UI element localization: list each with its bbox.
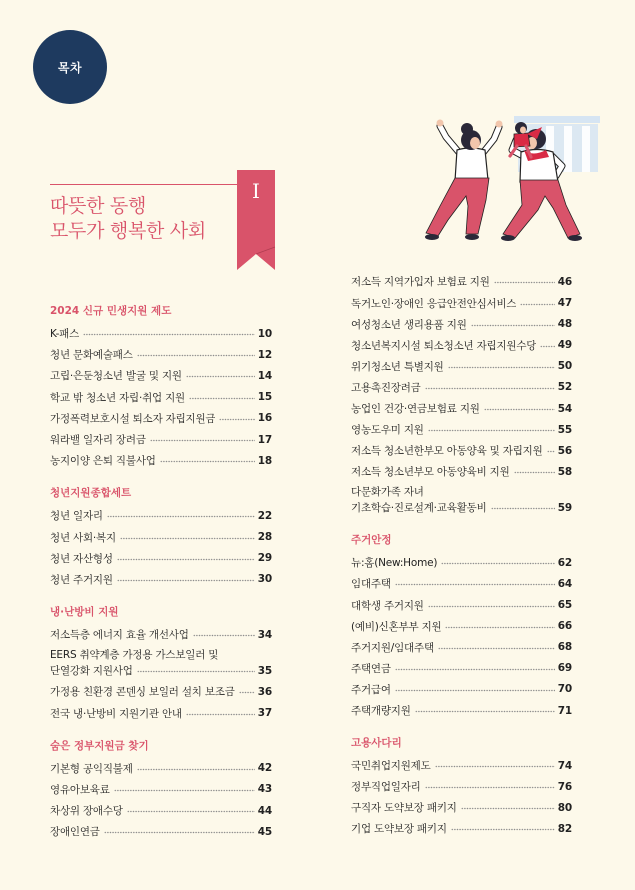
toc-entry-label: EERS 취약계층 가정용 가스보일러 및 [50,648,219,661]
toc-entry-label: 전국 냉·난방비 지원기관 안내 [50,707,182,720]
toc-page-number: 48 [557,318,572,331]
dancing-family-illustration [415,112,605,246]
woman-figure [425,120,503,241]
toc-entry-label: 주거급여 [351,683,391,696]
toc-entry-label: 청년 사회·복지 [50,531,116,544]
dotted-leader [83,333,255,336]
dotted-leader [160,460,255,463]
toc-entry[interactable] [351,377,572,398]
dotted-leader [471,324,555,327]
toc-page-number: 37 [257,707,272,720]
toc-page-number: 15 [257,391,272,404]
toc-entry-label: 장애인연금 [50,826,100,839]
toc-page-number: 35 [257,664,272,677]
toc-entry[interactable] [351,616,572,637]
dotted-leader [150,439,255,442]
toc-entry-label: 주택연금 [351,662,391,675]
toc-entry-label: 위기청소년 특별지원 [351,360,444,373]
toc-entry-label: 저소득 청소년부모 아동양육비 지원 [351,466,510,479]
chapter-title [50,194,206,244]
dotted-leader [395,689,555,692]
toc-entry-label: 청소년복지시설 퇴소청소년 자립지원수당 [351,339,537,352]
chapter-title-line1: 따뜻한 동행 [50,195,147,217]
dotted-leader [484,408,555,411]
toc-entry[interactable] [351,440,572,461]
toc-page-number: 71 [557,704,572,717]
toc-entry-label: 주거지원/임대주택 [351,641,434,654]
toc-entry[interactable] [50,821,272,842]
dotted-leader [395,668,555,671]
toc-entry[interactable] [50,624,272,645]
toc-page-number: 76 [557,780,572,793]
toc-page-number: 17 [257,433,272,446]
toc-page-number: 80 [557,801,572,814]
dotted-leader [219,418,254,421]
dotted-leader [425,387,555,390]
toc-entry[interactable] [50,702,272,723]
dotted-leader [435,765,555,768]
toc-entry[interactable] [50,681,272,702]
dotted-leader [395,583,555,586]
dotted-leader [415,710,555,713]
toc-entry[interactable] [351,398,572,419]
toc-entry-label: (예비)신혼부부 지원 [351,620,442,633]
dotted-leader [448,366,555,369]
toc-entry[interactable] [351,461,572,482]
toc-page-number: 16 [257,412,272,425]
toc-entry[interactable] [50,800,272,821]
toc-entry-label: 가정용 친환경 콘덴싱 보일러 설치 보조금 [50,686,235,699]
toc-entry[interactable] [351,797,572,818]
toc-page-number: 59 [557,501,572,514]
toc-entry-label: 저소득 지역가입자 보험료 지원 [351,276,490,289]
toc-entry-line [50,663,272,679]
toc-section [50,735,272,843]
toc-section-heading: 숨은 정부지원금 찾기 [50,739,149,752]
toc-entry[interactable] [50,365,272,386]
dotted-leader [186,375,255,378]
dotted-leader [491,507,555,510]
dotted-leader [540,345,555,348]
toc-entry[interactable] [50,450,272,471]
toc-entry[interactable] [351,482,572,518]
toc-entry-line [351,500,572,516]
toc-entry-label: 대학생 주거지원 [351,599,424,612]
toc-entry[interactable] [50,344,272,365]
toc-entry[interactable] [351,552,572,573]
toc-page-number: 34 [257,628,272,641]
toc-page-number: 14 [257,369,272,382]
toc-page-number: 69 [557,662,572,675]
dotted-leader [137,354,255,357]
toc-page-number: 66 [557,620,572,633]
toc-entry-label: 워라밸 일자리 장려금 [50,434,146,447]
toc-page-number: 43 [257,783,272,796]
toc-entry-label: 저소득 청소년한부모 아동양육 및 자립지원 [351,445,543,458]
toc-entry[interactable] [50,429,272,450]
dotted-leader [193,634,255,637]
dotted-leader [186,713,255,716]
toc-column-right [351,271,572,839]
toc-section [351,732,572,839]
toc-entry[interactable] [351,271,572,292]
dotted-leader [117,579,255,582]
toc-page-number: 10 [257,327,272,340]
toc-page-number: 54 [557,402,572,415]
toc-page-number: 65 [557,599,572,612]
dotted-leader [114,789,255,792]
toc-entry[interactable] [351,573,572,594]
toc-entry-label: 고립·은둔청소년 발굴 및 지원 [50,370,182,383]
toc-entry-label: 주택개량지원 [351,705,411,718]
chapter-numeral: I [252,179,260,203]
toc-page-number: 22 [257,509,272,522]
toc-entry[interactable] [351,356,572,377]
toc-page-number: 30 [257,573,272,586]
dotted-leader [428,605,555,608]
toc-entry-label: 농업인 건강·연금보험료 지원 [351,403,480,415]
toc-entry-label: 가정폭력보호시설 퇴소자 자립지원금 [50,412,216,425]
toc-entry[interactable] [50,387,272,408]
toc-page-number: 44 [257,804,272,817]
toc-section [50,601,272,724]
toc-entry-label: 뉴:홈(New:Home) [351,557,438,570]
dotted-leader [189,397,255,400]
toc-entry[interactable] [351,818,572,839]
toc-page-number: 55 [557,423,572,436]
dotted-leader [107,515,255,518]
dotted-leader [520,303,554,306]
toc-entry[interactable] [351,700,572,721]
dotted-leader [445,626,554,629]
toc-page-number: 45 [257,825,272,838]
toc-page-number: 28 [257,531,272,544]
dotted-leader [137,768,255,771]
toc-entry[interactable] [351,637,572,658]
toc-entry-label: K-패스 [50,328,80,341]
toc-section [351,529,572,721]
toc-page-number: 50 [557,360,572,373]
dotted-leader [127,810,255,813]
toc-page-number: 36 [257,685,272,698]
toc-page-number: 42 [257,762,272,775]
toc-section-heading: 고용사다리 [351,737,402,750]
dotted-leader [441,562,554,565]
toc-page-number: 74 [557,759,572,772]
toc-entry-label: 기초학습·진로설계·교육활동비 [351,502,487,515]
toc-page-number: 82 [557,822,572,835]
toc-page-number: 64 [557,577,572,590]
dotted-leader [137,670,255,673]
title-rule [50,184,238,185]
toc-entry[interactable] [50,548,272,569]
toc-entry-label: 청년 일자리 [50,510,103,523]
dotted-leader [451,828,555,831]
toc-entry[interactable] [50,779,272,800]
toc-page-number: 29 [257,552,272,565]
toc-page-number: 70 [557,683,572,696]
dotted-leader [239,691,255,694]
toc-entry[interactable] [351,658,572,679]
toc-entry-label: 단열강화 지원사업 [50,665,133,678]
toc-entry-label: 독거노인·장애인 응급안전안심서비스 [351,297,517,310]
toc-entry-label: 정부직업일자리 [351,781,421,794]
toc-entry[interactable] [50,323,272,344]
toc-section-heading: 2024 신규 민생지원 제도 [50,305,172,317]
toc-entry[interactable] [351,335,572,356]
toc-section [50,300,272,471]
toc-entry-label: 임대주택 [351,578,391,591]
toc-entry-label: 저소득층 에너지 효율 개선사업 [50,629,189,642]
toc-entry-label: 고용촉진장려금 [351,381,421,394]
toc-column-left [50,300,272,842]
toc-entry[interactable] [351,314,572,335]
toc-entry[interactable] [50,569,272,590]
toc-entry-label: 국민취업지원제도 [351,760,431,773]
dotted-leader [438,647,555,650]
toc-entry-label: 기업 도약보장 패키지 [351,823,447,836]
toc-entry-label: 영농도우미 지원 [351,424,424,437]
toc-section [351,271,572,518]
toc-entry[interactable] [351,419,572,440]
toc-page-number: 56 [557,444,572,457]
toc-entry-label: 여성청소년 생리용품 지원 [351,318,467,331]
toc-section-heading: 주거안정 [351,534,392,547]
toc-entry[interactable] [50,645,272,681]
toc-entry-label: 농지이양 은퇴 직불사업 [50,455,156,468]
toc-entry-label: 다문화가족 자녀 [351,485,424,498]
toc-section-heading: 청년지원종합세트 [50,487,132,500]
toc-entry-label: 청년 자산형성 [50,552,113,565]
toc-page-number: 58 [557,465,572,478]
toc-badge [33,30,107,104]
toc-badge-label: 목차 [57,60,83,75]
dotted-leader [494,281,555,284]
toc-entry[interactable] [50,758,272,779]
toc-entry-label: 영유아보육료 [50,783,110,796]
toc-entry[interactable] [351,755,572,776]
toc-page-number: 52 [557,381,572,394]
toc-entry[interactable] [351,595,572,616]
dotted-leader [428,429,555,432]
toc-page-number: 47 [557,297,572,310]
toc-entry-label: 기본형 공익직불제 [50,762,133,775]
dotted-leader [514,471,555,474]
toc-entry-label: 차상위 장애수당 [50,805,123,818]
toc-page-number: 49 [557,339,572,352]
toc-entry-label: 구직자 도약보장 패키지 [351,802,457,815]
dotted-leader [117,558,255,561]
toc-entry-label: 학교 밖 청소년 자립·취업 지원 [50,391,186,404]
toc-page-number: 18 [257,454,272,467]
dotted-leader [425,786,555,789]
toc-entry-label: 청년 주거지원 [50,573,113,586]
toc-page-number: 62 [557,556,572,569]
toc-entry[interactable] [351,776,572,797]
toc-entry[interactable] [351,679,572,700]
dotted-leader [547,450,555,453]
toc-entry[interactable] [351,292,572,313]
dotted-leader [120,537,255,540]
dotted-leader [461,807,555,810]
toc-entry[interactable] [50,527,272,548]
toc-entry[interactable] [50,408,272,429]
toc-entry[interactable] [50,505,272,526]
toc-entry-label: 청년 문화예술패스 [50,349,133,362]
toc-section [50,482,272,590]
toc-page-number: 46 [557,275,572,288]
chapter-title-line2: 모두가 행복한 사회 [50,220,206,242]
toc-page-number: 68 [557,641,572,654]
dotted-leader [104,831,255,834]
toc-section-heading: 냉·난방비 지원 [50,606,119,619]
toc-page-number: 12 [257,348,272,361]
